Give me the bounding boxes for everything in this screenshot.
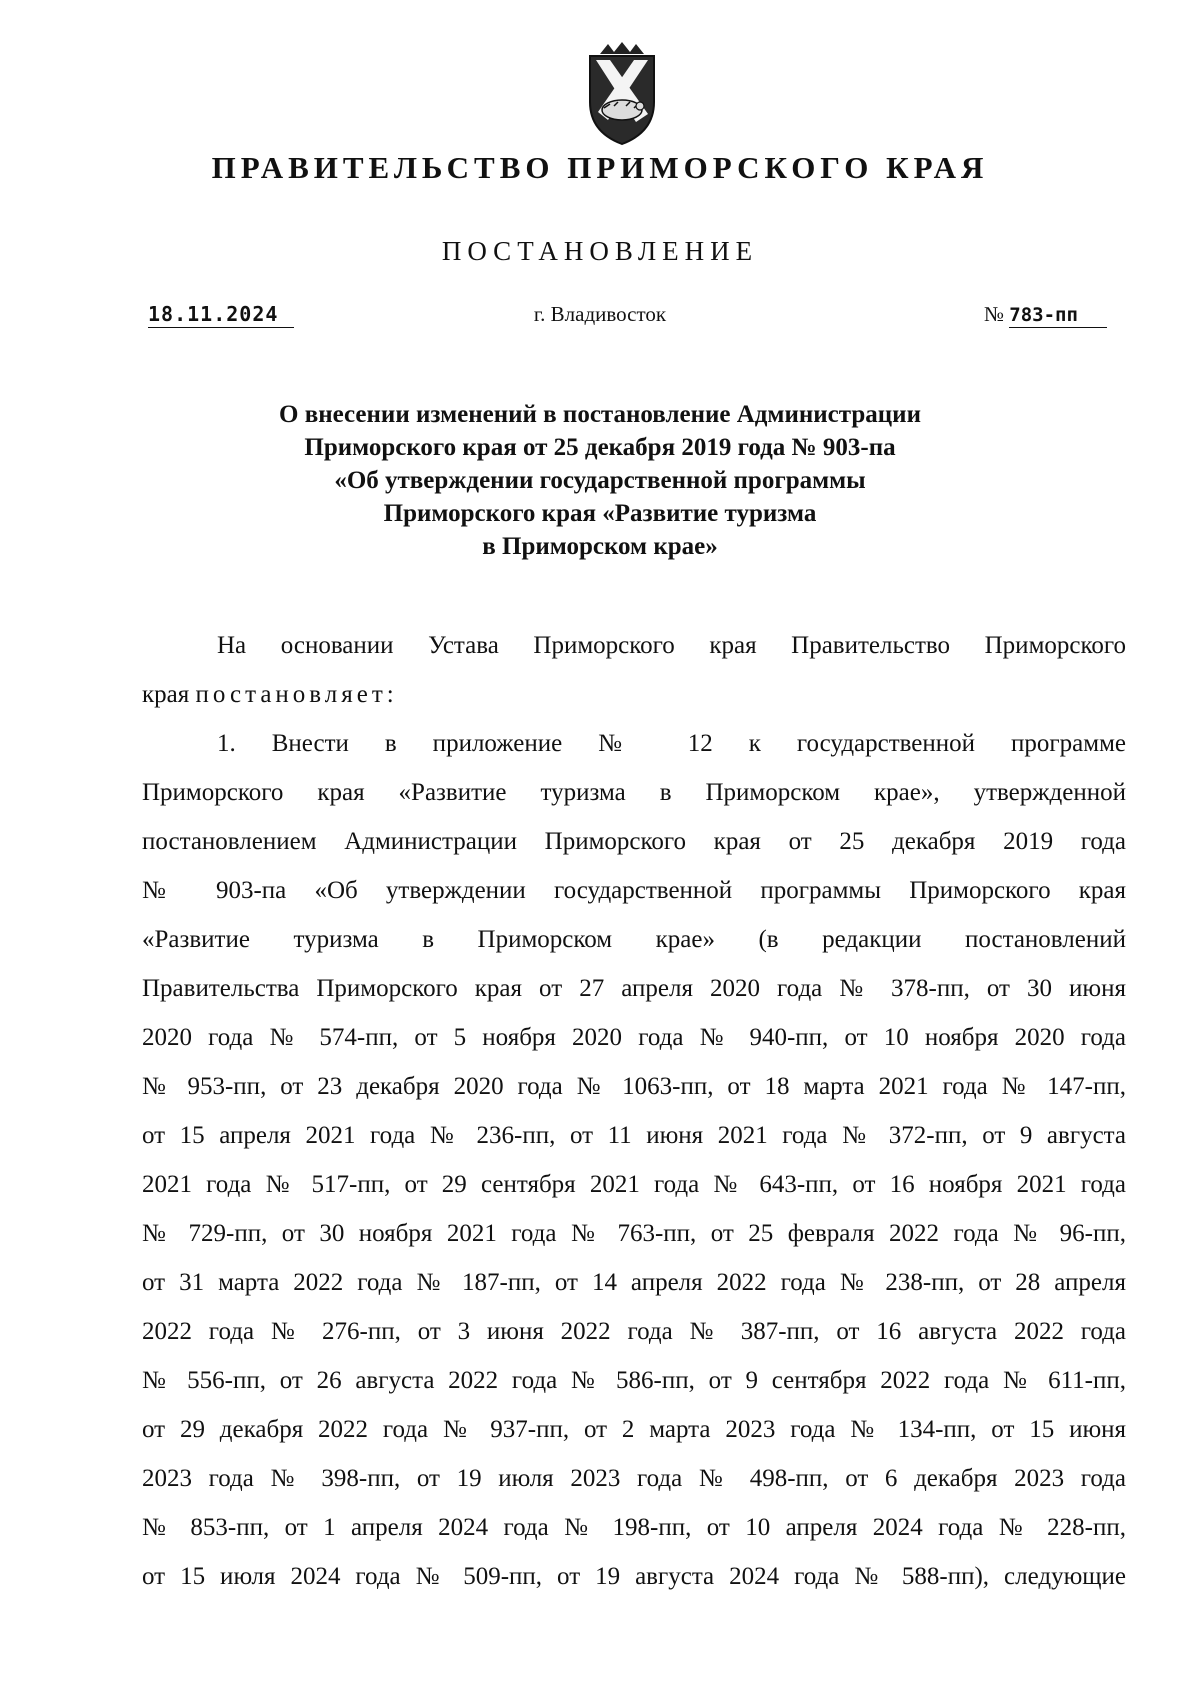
clause-line: 2023 года № 398-пп, от 19 июля 2023 года № 498-пп, от 6 декабря 2023 года xyxy=(142,1465,1126,1492)
clause-line: № 729-пп, от 30 ноября 2021 года № 763-пп, от 25 февраля 2022 года № 96-пп, xyxy=(142,1220,1126,1247)
number-value: 783-пп xyxy=(1009,304,1107,328)
document-date: 18.11.2024 xyxy=(148,302,294,328)
clause-line: 2020 года № 574-пп, от 5 ноября 2020 года № 940-пп, от 10 ноября 2020 года xyxy=(142,1024,1126,1051)
clause-line: № 903-па «Об утверждении государственной программы Приморского края xyxy=(142,877,1126,904)
clause-line: от 31 марта 2022 года № 187-пп, от 14 апреля 2022 года № 238-пп, от 28 апреля xyxy=(142,1269,1126,1296)
clause-line: от 29 декабря 2022 года № 937-пп, от 2 марта 2023 года № 134-пп, от 15 июня xyxy=(142,1416,1126,1443)
preamble-line: На основании Устава Приморского края Правительство Приморского xyxy=(217,632,1126,659)
preamble-line-2 xyxy=(142,670,1126,719)
clause-line: № 853-пп, от 1 апреля 2024 года № 198-пп, от 10 апреля 2024 года № 228-пп, xyxy=(142,1514,1126,1541)
clause-line: Правительства Приморского края от 27 апреля 2020 года № 378-пп, от 30 июня xyxy=(142,975,1126,1002)
document-body xyxy=(142,621,1126,1601)
preamble-prefix: края xyxy=(142,681,196,708)
document-number xyxy=(984,302,1107,328)
coat-of-arms-icon xyxy=(580,40,664,148)
clause-line: постановлением Администрации Приморского края от 25 декабря 2019 года xyxy=(142,828,1126,855)
title-line: в Приморском крае» xyxy=(482,533,718,560)
clause-line: 1. Внести в приложение № 12 к государственной программе xyxy=(217,730,1126,757)
document-type: ПОСТАНОВЛЕНИЕ xyxy=(441,236,759,266)
title-line: Приморского края от 25 декабря 2019 года № 903-па xyxy=(304,434,896,461)
document-title xyxy=(0,398,1200,563)
clause-line: 2021 года № 517-пп, от 29 сентября 2021 года № 643-пп, от 16 ноября 2021 года xyxy=(142,1171,1126,1198)
title-line: «Об утверждении государственной программы xyxy=(334,467,866,494)
title-line: О внесении изменений в постановление Администрации xyxy=(279,401,921,428)
number-prefix: № xyxy=(984,302,1005,326)
document-city: г. Владивосток xyxy=(533,302,667,326)
clause-line: 2022 года № 276-пп, от 3 июня 2022 года № 387-пп, от 16 августа 2022 года xyxy=(142,1318,1126,1345)
clause-line: от 15 апреля 2021 года № 236-пп, от 11 июня 2021 года № 372-пп, от 9 августа xyxy=(142,1122,1126,1149)
title-line: Приморского края «Развитие туризма xyxy=(383,500,817,527)
organization-title: ПРАВИТЕЛЬСТВО ПРИМОРСКОГО КРАЯ xyxy=(211,150,989,185)
clause-line: «Развитие туризма в Приморском крае» (в редакции постановлений xyxy=(142,926,1126,953)
clause-line: № 556-пп, от 26 августа 2022 года № 586-пп, от 9 сентября 2022 года № 611-пп, xyxy=(142,1367,1126,1394)
clause-line: от 15 июля 2024 года № 509-пп, от 19 августа 2024 года № 588-пп), следующие xyxy=(142,1563,1126,1590)
resolves-word: постановляет: xyxy=(195,681,398,708)
clause-line: № 953-пп, от 23 декабря 2020 года № 1063-пп, от 18 марта 2021 года № 147-пп, xyxy=(142,1073,1126,1100)
clause-line: Приморского края «Развитие туризма в Приморском крае», утвержденной xyxy=(142,779,1126,806)
